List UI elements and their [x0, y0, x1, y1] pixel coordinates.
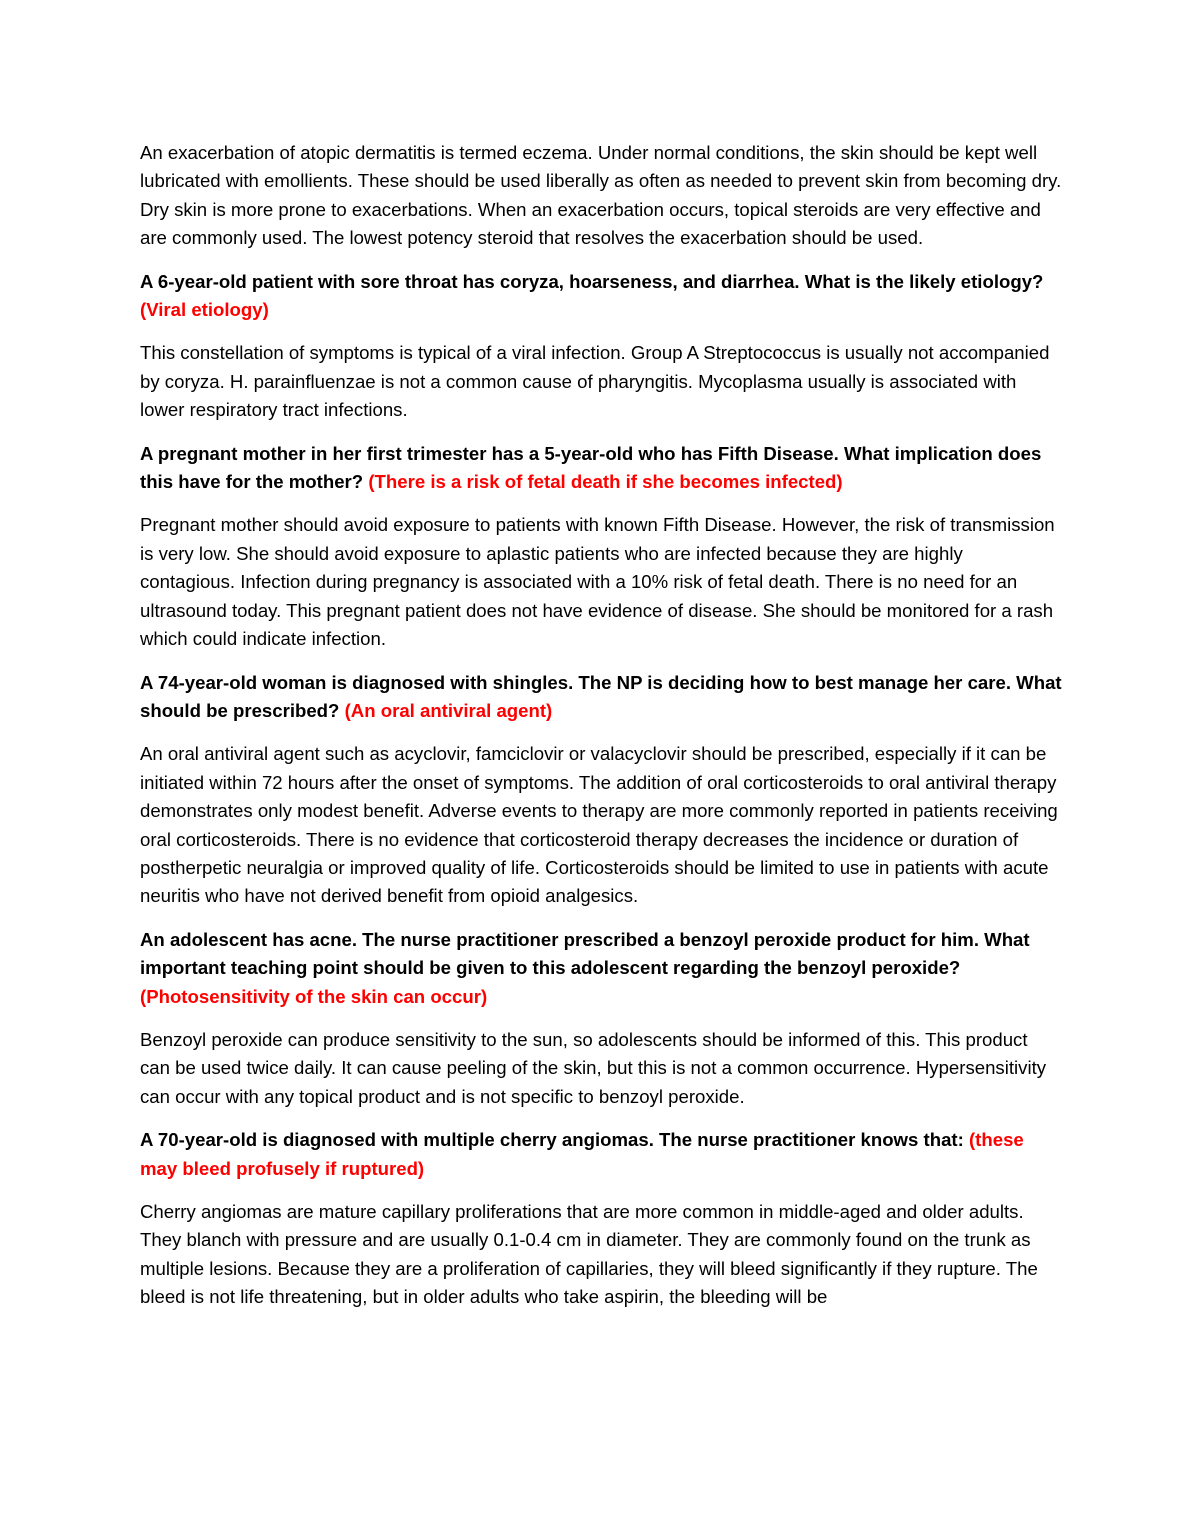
question-text: A 6-year-old patient with sore throat has coryza, hoarseness, and diarrhea. What is the likely etiology? [140, 270, 1044, 292]
question-1 [140, 268, 1062, 325]
question-5 [140, 1126, 1062, 1183]
intro-paragraph: An exacerbation of atopic dermatitis is termed eczema. Under normal conditions, the skin should be kept well lubricated with emollients. These should be used liberally as often as needed to prevent skin from becoming dry. Dry skin is more prone to exacerbations. When an exacerbation occurs, topical steroids are very effective and are commonly used. The lowest potency steroid that resolves the exacerbation should be used. [140, 142, 1062, 249]
answer-text: (Viral etiology) [140, 299, 269, 321]
question-text: A 70-year-old is diagnosed with multiple cherry angiomas. The nurse practitioner knows that: [140, 1129, 964, 1151]
question-text: A pregnant mother in her first trimester has a 5-year-old who has Fifth Disease. What implication does this have for the mother? [140, 442, 1042, 493]
explanation-4: Benzoyl peroxide can produce sensitivity to the sun, so adolescents should be informed of this. This product can be used twice daily. It can cause peeling of the skin, but this is not a common occurrence. Hypersensitivity can occur with any topical product and is not specific to benzoyl peroxide. [140, 1028, 1047, 1107]
explanation-3: An oral antiviral agent such as acyclovir, famciclovir or valacyclovir should be prescribed, especially if it can be initiated within 72 hours after the onset of symptoms. The addition of oral corticosteroids to oral antiviral therapy demonstrates only modest benefit. Adverse events to therapy are more commonly reported in patients receiving oral corticosteroids. There is no evidence that corticosteroid therapy decreases the incidence or duration of postherpetic neuralgia or improved quality of life. Corticosteroids should be limited to use in patients with acute neuritis who have not derived benefit from opioid analgesics. [140, 743, 1058, 907]
explanation-1: This constellation of symptoms is typical of a viral infection. Group A Streptococcus is usually not accompanied by coryza. H. parainfluenzae is not a common cause of pharyngitis. Mycoplasma usually is associated with lower respiratory tract infections. [140, 342, 1050, 421]
page-content [140, 139, 1062, 1327]
answer-text: (these may bleed profusely if ruptured) [140, 1129, 1024, 1179]
question-4 [140, 926, 1062, 1011]
question-2 [140, 440, 1062, 497]
answer-text: (Photosensitivity of the skin can occur) [140, 985, 488, 1007]
answer-text: (There is a risk of fetal death if she becomes infected) [368, 471, 843, 493]
question-text: A 74-year-old woman is diagnosed with shingles. The NP is deciding how to best manage her care. What should be prescribed? [140, 671, 1062, 721]
question-3 [140, 669, 1062, 726]
explanation-5: Cherry angiomas are mature capillary proliferations that are more common in middle-aged and older adults. They blanch with pressure and are usually 0.1-0.4 cm in diameter. They are commonly found on the trunk as multiple lesions. Because they are a proliferation of capillaries, they will bleed significantly if they rupture. The bleed is not life threatening, but in older adults who take aspirin, the bleeding will be [140, 1201, 1038, 1308]
answer-text: (An oral antiviral agent) [344, 699, 553, 721]
explanation-2: Pregnant mother should avoid exposure to patients with known Fifth Disease. However, the risk of transmission is very low. She should avoid exposure to aplastic patients who are infected because they are highly contagious. Infection during pregnancy is associated with a 10% risk of fetal death. There is no need for an ultrasound today. This pregnant patient does not have evidence of disease. She should be monitored for a rash which could indicate infection. [140, 514, 1055, 650]
question-text: An adolescent has acne. The nurse practitioner prescribed a benzoyl peroxide product for him. What important teaching point should be given to this adolescent regarding the benzoyl peroxide? [140, 928, 1030, 979]
